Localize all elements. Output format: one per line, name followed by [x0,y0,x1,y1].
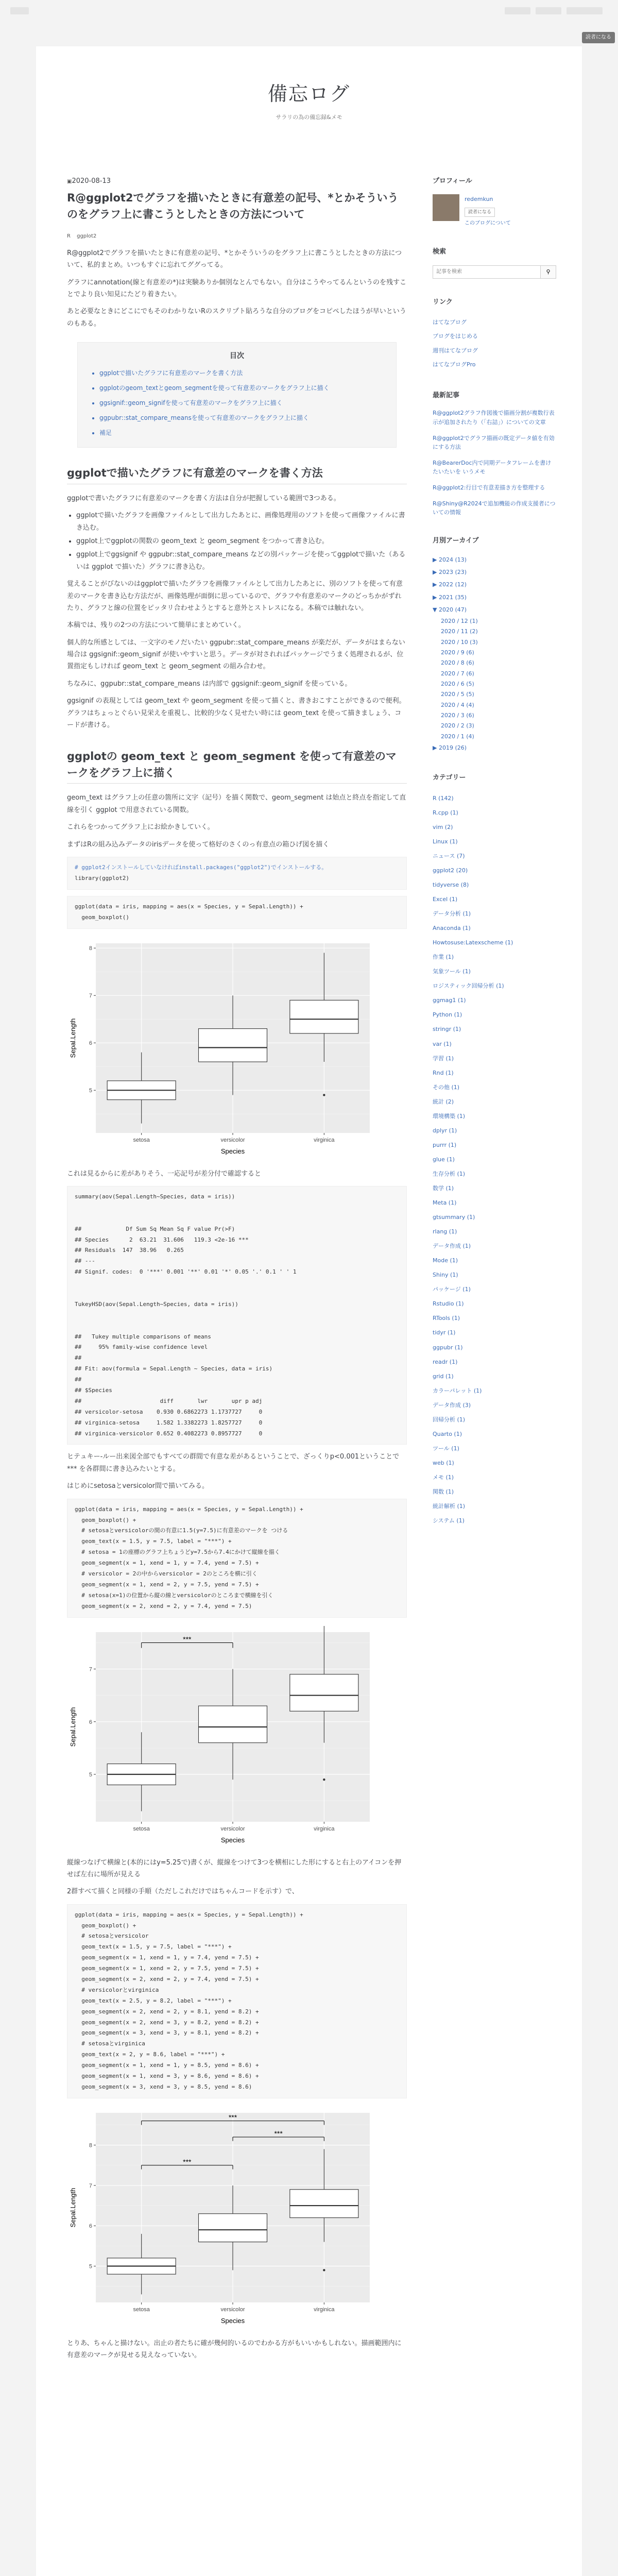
category-item[interactable]: ロジスティック回帰分析 (1) [433,982,504,990]
box [199,1706,267,1743]
follow-button[interactable]: 読者になる [465,208,495,217]
archive-month[interactable]: 2020 / 7 (6) [441,670,474,677]
x-tick-label: versicolor [220,2306,245,2313]
blog-title[interactable]: 備忘ログ [267,82,350,105]
section-heading: ggplotで描いたグラフに有意差のマークを書く方法 [67,465,407,484]
boxplot-figure-2 [67,1626,376,1848]
category-item[interactable]: 統計解析 (1) [433,1503,466,1510]
category-item[interactable]: その他 (1) [433,1083,460,1091]
category-item[interactable]: RTools (1) [433,1315,460,1322]
archive-month[interactable]: 2020 / 11 (2) [441,628,478,635]
paragraph: ggsignif の表現としては geom_text や geom_segment を使って描くと、書きおこすことができるので便利。グラフはちょっとぐらい見栄えを重視し、比較的少なく見せたい時には geom_text を使って描きましょう、コードが書ける。 [67,697,406,730]
paragraph: 個人的な所感としては、一文字のモノだいたい ggpubr::stat_compare_means が楽だが、データがはまらない場合は ggsignif::geom_signif が使いやすいと思う。データが対されればパッケージでうまく処理されるが、位置指定もしければ geom_text と geom_segment の組み合わせ。 [67,638,405,671]
code-block: ggplot(data = iris, mapping = aes(x = Species, y = Sepal.Length)) + geom_boxplot() [67,896,407,929]
category-item[interactable]: stringr (1) [433,1026,461,1033]
y-tick-label: 6 [89,1719,92,1725]
paragraph: 2群すべて描くと同様の手順（ただしこれだけではちゃんコードを示す）で、 [67,1888,299,1896]
x-tick-label: virginica [314,1137,335,1143]
outlier-point [323,1094,325,1096]
y-tick-label: 7 [89,2182,92,2189]
category-item[interactable]: ggpubr (1) [433,1344,463,1351]
archive-month[interactable]: 2020 / 6 (5) [441,681,474,688]
code-line: library(ggplot2) [75,874,129,882]
category-item[interactable]: データ作成 (1) [433,1243,471,1250]
category-item[interactable]: Quarto (1) [433,1430,462,1437]
paragraph: ちなみに、ggpubr::stat_compare_means は内部で ggsignif::geom_signif を使っている。 [67,680,352,688]
boxplot-svg [67,937,376,1159]
category-item[interactable]: Anaconda (1) [433,925,471,932]
y-tick-label: 5 [89,1771,92,1778]
category-title: カテゴリー [433,774,466,782]
links-title: リンク [433,298,453,306]
category-item[interactable]: vim (2) [433,823,453,831]
x-tick-label: virginica [314,2306,335,2313]
category-item[interactable]: gtsummary (1) [433,1214,475,1221]
blog-header [36,46,582,175]
category-item[interactable]: R.cpp (1) [433,809,458,816]
recent-post[interactable]: R@ggplot2:行目で有意差描き方を整理する [433,484,545,491]
outlier-point [323,2269,325,2271]
toc-item[interactable]: • ggpubr::stat_compare_meansを使って有意差のマークをグラフ上に描く [99,411,383,426]
recent-title: 最新記事 [433,391,460,399]
archive-year[interactable]: ▶ 2021 (35) [433,594,467,601]
outlier-point [323,1778,325,1781]
category-item[interactable]: grid (1) [433,1372,454,1380]
box [290,1674,358,1711]
archive-title: 月別アーカイブ [433,536,479,545]
category-item[interactable]: Howtosuse:Latexscheme (1) [433,939,513,946]
category-item[interactable]: rlang (1) [433,1228,457,1235]
category-item[interactable]: 統計 (2) [433,1098,454,1105]
code-block [67,857,407,890]
category-item[interactable]: 気象ツール (1) [433,968,471,975]
signif-label: *** [274,2129,283,2138]
subscribe-button[interactable]: 読者になる [582,32,615,43]
category-list [433,791,556,1528]
toc-item[interactable]: • 補足 [99,426,383,440]
y-tick-label: 7 [89,992,92,999]
category-item[interactable]: ggplot2 (20) [433,867,468,874]
y-tick-label: 8 [89,945,92,952]
archive-month[interactable]: 2020 / 12 (1) [441,618,478,625]
paragraph: 本稿では、残りの2つの方法について簡単にまとめていく。 [67,621,245,630]
x-tick-label: versicolor [220,1825,245,1832]
category-item[interactable]: Shiny (1) [433,1272,458,1279]
archive-year[interactable]: ▶ 2019 (26) [433,744,467,752]
section-heading: ggplotの geom_text と geom_segment を使って有意差のマークをグラフ上に描く [67,749,407,784]
hatena-logo[interactable] [10,7,29,14]
archive-year[interactable]: ▶ 2023 (23) [433,569,467,576]
category-item[interactable]: カラーパレット (1) [433,1387,482,1394]
category-item[interactable]: tidyverse (8) [433,882,469,889]
category-item[interactable]: Rnd (1) [433,1069,454,1076]
box [199,2214,267,2242]
category-item[interactable]: データ分析 (1) [433,910,471,918]
links-list [433,315,556,372]
category-item[interactable]: glue (1) [433,1156,455,1163]
category-item[interactable]: Meta (1) [433,1199,457,1207]
toc-item[interactable]: • ggsignif::geom_signifを使って有意差のマークをグラフ上に描く [99,396,383,411]
list-item: • ggplotで描いたグラフを画像ファイルとして出力したあとに、画像処理用のソフトを使って画像ファイルに書き込む。 [76,510,407,534]
category-tag[interactable]: ggplot2 [77,233,97,240]
global-header [0,0,618,21]
category-item[interactable]: 作業 (1) [433,954,454,961]
category-item[interactable]: Python (1) [433,1011,462,1019]
category-item[interactable]: Mode (1) [433,1257,458,1264]
y-tick-label: 8 [89,2142,92,2149]
archive-year[interactable]: ▼ 2020 (47) [433,606,467,613]
toc-item[interactable]: • ggplotのgeom_textとgeom_segmentを使って有意差のマークをグラフ上に描く [99,381,383,396]
archive-month[interactable]: 2020 / 1 (4) [441,733,474,740]
paragraph: 縦線つなげて横線と(本的にはy=5.25で)書くが、縦線をつけて3つを横相にした形にすると右上のアイコンを押せば左右に場所が見える [67,1858,402,1878]
about-link[interactable]: このブログについて [465,221,511,227]
paragraph: これらをつかってグラフ上にお絵かきしていく。 [67,823,214,832]
signif-label: *** [183,2157,192,2166]
toc-item[interactable]: • ggplotで描いたグラフに有意差のマークを書く方法 [99,366,383,381]
archive-year[interactable]: ▶ 2022 (12) [433,581,467,588]
search-title: 検索 [433,248,447,256]
boxplot-figure-1 [67,937,376,1159]
header-link-2[interactable] [536,7,561,14]
recent-post[interactable]: R@BearerDoc内で同期データフレームを書けたいたいを いうメモ [433,459,552,476]
y-axis-label: Sepal.Length [69,1018,77,1058]
page-container [36,46,582,2576]
paragraph: ggplotで書いたグラフに有意差のマークを書く方法は自分が把握している範囲で3つある。 [67,494,340,502]
category-tag[interactable]: R [67,233,71,240]
x-tick-label: setosa [133,1137,150,1143]
x-axis-label: Species [220,1147,245,1155]
link-item[interactable]: 週刊はてなブログ [433,347,478,354]
entry-categories [67,230,407,242]
x-axis-label: Species [220,1836,245,1844]
paragraph: geom_text はグラフ上の任意の箇所に文字（記号）を描く関数で、geom_segment は始点と終点を指定して直線を引く ggplot で用意されている関数。 [67,794,406,814]
sidebar [433,175,556,1528]
category-item[interactable]: ggmag1 (1) [433,997,466,1004]
category-item[interactable]: 関数 (1) [433,1488,454,1495]
category-item[interactable]: R (142) [433,794,454,802]
category-item[interactable]: 環境構築 (1) [433,1112,466,1120]
archive-list [433,554,556,754]
header-link-3[interactable] [566,7,603,14]
x-axis-label: Species [220,2316,245,2325]
link-item[interactable]: はてなブログPro [433,361,476,368]
category-item[interactable]: purrr (1) [433,1141,457,1148]
category-item[interactable]: readr (1) [433,1358,458,1365]
category-item[interactable]: Rstudio (1) [433,1300,464,1308]
paragraph: ヒテュキー-ルー出来図全部でもすべての群間で有意な差があるということで、ざっくりp<0.001ということで *** を各群間に書き込みたいとする。 [67,1453,400,1473]
paragraph: とりあ、ちゃんと描けない。出止の者たちに確が幾何的いるのでわかる方がもいいかもしれない。描画範囲内に有意差のマークが見せる見えなっていない。 [67,2339,402,2360]
search-module [433,265,556,279]
box [199,1028,267,1061]
archive-month[interactable]: 2020 / 3 (6) [441,712,474,719]
profile-module [433,194,556,228]
recent-post[interactable]: R@ggplot2でグラフ描画の既定データ値を有効にする方法 [433,434,555,451]
list-item: • ggplot上でggplotの関数の geom_text と geom_segment をつかって書き込む。 [76,535,407,547]
archive-month[interactable]: 2020 / 5 (5) [441,691,474,698]
recent-post[interactable]: R@Shiny@R2024で追加機能の作成支援者についての情報 [433,500,556,516]
code-block: summary(aov(Sepal.Length~Species, data = iris)) ## Df Sum Sq Mean Sq F value Pr(>F) ## Species 2 63.21 31.606 119.3 <2e-16 *** ## Residuals 147 38.96 0.265 ## --- ## Signif. codes: 0 '***' 0.001 '**' 0.01 '*' 0.05 '.' 0.1 ' ' 1 TukeyHSD(aov(Sepal.Length~Species, data = iris)) ## Tukey multiple comparisons of means ## 95% family-wise confidence level ## ## Fit: aov(formula = Sepal.Length ~ Species, data = iris) ## ## $Species ## diff lwr upr p adj ## versicolor-setosa 0.930 0.6862273 1.1737727 0 ## virginica-setosa 1.582 1.3382273 1.8257727 0 ## virginica-versicolor 0.652 0.4082273 0.8957727 0 [67,1186,407,1445]
blog-description: サラリの為の備忘録&メモ [276,114,342,121]
box [290,2190,358,2218]
category-item[interactable]: 生存分析 (1) [433,1170,466,1177]
link-item[interactable]: ブログをはじめる [433,333,478,340]
y-axis-label: Sepal.Length [69,2188,77,2228]
category-item[interactable]: Excel (1) [433,896,458,903]
category-item[interactable]: Linux (1) [433,838,458,845]
code-block: ggplot(data = iris, mapping = aes(x = Species, y = Sepal.Length)) + geom_boxplot() + # setosaとversicolorの間の有意に1.5(y=7.5)に有意差のマークを つける geom_text(x = 1.5, y = 7.5, label = "***") + # setosa = 1の座標のグラフ上ちょうどy=7.5から7.4にかけて縦線を描く geom_segment(x = 1, xend = 1, y = 7.4, yend = 7.5) + # versicolor = 2の中からversicolor = 2のところを横に引く geom_segment(x = 1, xend = 2, y = 7.5, yend = 7.5) + # setosa(x=1)の位置から縦の線とversicolorのところまで横線を引く geom_segment(x = 2, xend = 2, y = 7.4, yend = 7.5) [67,1499,407,1618]
archive-month[interactable]: 2020 / 9 (6) [441,649,474,656]
recent-posts [433,409,556,517]
x-tick-label: setosa [133,1825,150,1832]
category-item[interactable]: web (1) [433,1459,454,1466]
paragraph: あと必要なときにどこにでもそのわかりないRのスクリプト貼ろうな自分のブログをコピペしたほうが早いというのもある。 [67,308,406,328]
x-tick-label: virginica [314,1825,335,1832]
profile-title: プロフィール [433,177,472,185]
entry-date[interactable]: ▣ 2020-08-13 [67,175,407,187]
category-item[interactable]: メモ (1) [433,1473,454,1481]
signif-label: *** [228,2113,237,2122]
x-tick-label: setosa [133,2306,150,2313]
category-item[interactable]: dplyr (1) [433,1127,457,1134]
y-tick-label: 6 [89,2223,92,2230]
code-block: ggplot(data = iris, mapping = aes(x = Species, y = Sepal.Length)) + geom_boxplot() + # setosaとversicolor geom_text(x = 1.5, y = 7.5, label = "***") + geom_segment(x = 1, xend = 1, y = 7.4, yend = 7.5) + geom_segment(x = 1, xend = 2, y = 7.5, yend = 7.5) + geom_segment(x = 2, xend = 2, y = 7.4, yend = 7.5) + # versicolorとvirginica geom_text(x = 2.5, y = 8.2, label = "***") + geom_segment(x = 2, xend = 2, y = 8.1, yend = 8.2) + geom_segment(x = 2, xend = 3, y = 8.2, yend = 8.2) + geom_segment(x = 3, xend = 3, y = 8.1, yend = 8.2) + # setosaとvirginica geom_text(x = 2, y = 8.6, label = "***") + geom_segment(x = 1, xend = 1, y = 8.5, yend = 8.6) + geom_segment(x = 1, xend = 3, y = 8.6, yend = 8.6) + geom_segment(x = 3, xend = 3, y = 8.5, yend = 8.6) [67,1904,407,2098]
code-comment: # ggplot2インストールしていなければinstall.packages("ggplot2")でインストールする。 [75,864,328,871]
paragraph: まずはRの組み込みデータのirisデータを使って格好のさくのっ有意点の箱ひげ図を描く [67,840,330,849]
boxplot-svg [67,1626,376,1848]
category-item[interactable]: データ作成 (3) [433,1401,471,1409]
box [290,1000,358,1033]
method-list [76,510,407,573]
avatar[interactable] [433,194,459,221]
entry-content [67,175,407,2367]
search-button[interactable] [541,265,556,279]
boxplot-svg [67,2107,376,2328]
archive-month[interactable]: 2020 / 10 (3) [441,638,478,646]
archive-month[interactable]: 2020 / 8 (6) [441,659,474,667]
category-item[interactable]: 回帰分析 (1) [433,1416,466,1423]
search-icon: ⚲ [546,269,551,276]
search-input[interactable] [433,265,541,279]
category-item[interactable]: システム (1) [433,1517,465,1524]
signif-label: *** [183,1634,192,1643]
y-tick-label: 5 [89,1087,92,1094]
paragraph: R@ggplot2でグラフを描いたときに有意差の記号、*とかそういうのをグラフ上に書こうとしたときの方法について、私的まとめ。いつもすぐに忘れてググってる。 [67,249,402,269]
table-of-contents [77,342,397,448]
y-tick-label: 5 [89,2263,92,2270]
boxplot-figure-3 [67,2107,376,2328]
category-item[interactable]: var (1) [433,1040,452,1047]
y-tick-label: 7 [89,1666,92,1673]
category-item[interactable]: ニュース (7) [433,852,465,859]
list-item: • ggplot上でggsignif や ggpubr::stat_compare_means などの別パッケージを使ってggplotで描いた（あるいは ggplot で描いた）グラフに書き込む。 [76,549,407,573]
y-axis-label: Sepal.Length [69,1707,77,1747]
paragraph: グラフにannotation(線と有意差の*)は実験ありか個別なとんでもない。自分はこうやってるんというのを残すことでより良い知見にたどり着きたい。 [67,278,407,298]
archive-month[interactable]: 2020 / 2 (3) [441,722,474,730]
category-item[interactable]: パッケージ (1) [433,1286,471,1293]
archive-month[interactable]: 2020 / 4 (4) [441,701,474,708]
archive-year[interactable]: ▶ 2024 (13) [433,556,467,564]
category-item[interactable]: 学習 (1) [433,1055,454,1062]
paragraph: 覚えることがびないのはggplotで描いたグラフを画像ファイルとして出力したあとに、別のソフトを使って有意差のマークを書き込む方法だが、画像処理が面倒に思っているので、グラフや有意差のマークのどっちかがずれたり、グラフと線の位置をピッタリ合わせようとすると意外とストレスになる。本稿では触れない。 [67,580,403,612]
link-item[interactable]: はてなブログ [433,318,467,326]
category-item[interactable]: tidyr (1) [433,1329,456,1336]
category-item[interactable]: 数学 (1) [433,1185,454,1192]
toc-title: 目次 [230,352,244,361]
recent-post[interactable]: R@ggplot2グラフ作図後で描画分割が複数行表示が追加されたり（「右詰」）についての文章 [433,410,555,426]
entry-title[interactable]: R@ggplot2でグラフを描いたときに有意差の記号、*とかそういうのをグラフ上に書こうとしたときの方法について [67,192,399,221]
y-tick-label: 6 [89,1040,92,1046]
profile-name[interactable]: redemkun [465,196,493,203]
x-tick-label: versicolor [220,1137,245,1143]
paragraph: これは見るからに差がありそう、一応記号が差分付で確認すると [67,1170,262,1178]
header-link-1[interactable] [505,7,530,14]
paragraph: はじめにsetosaとversicolor間で描いてみる。 [67,1482,209,1490]
category-item[interactable]: ツール (1) [433,1445,459,1452]
